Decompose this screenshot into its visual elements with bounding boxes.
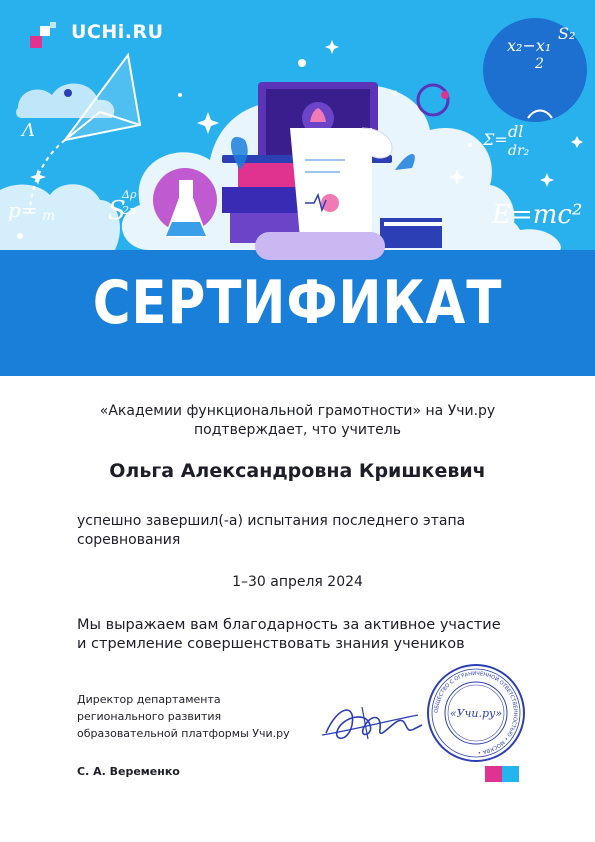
- intro-line-1: «Академии функциональной грамотности» на Учи.ру: [99, 403, 496, 419]
- intro-text: [0, 402, 595, 440]
- director-title: [77, 691, 290, 742]
- certificate-title: СЕРТИФИКАТ: [92, 268, 503, 338]
- gratitude-text: [77, 616, 537, 654]
- gratitude-line-1: Мы выражаем вам благодарность за активное участие: [77, 617, 501, 633]
- achievement-line-1: успешно завершил(-а) испытания последнего этапа: [77, 513, 466, 529]
- formula-dr2: dr₂: [508, 143, 530, 159]
- competition-period: 1–30 апреля 2024: [232, 574, 363, 590]
- signer-name: С. А. Веременко: [77, 765, 180, 778]
- achievement-text: [77, 512, 527, 550]
- formula-x2-x1: x₂−x₁: [507, 36, 552, 55]
- uchi-logo-icon[interactable]: [30, 22, 70, 52]
- certificate-header: [0, 0, 595, 376]
- intro-line-2: подтверждает, что учитель: [194, 422, 401, 438]
- stamp-center-text: «Учи.ру»: [449, 707, 503, 720]
- formula-dp: Δρ: [122, 188, 137, 201]
- formula-dl: dl: [508, 122, 524, 141]
- formula-sigma: Σ=: [483, 130, 508, 149]
- formula-e-mc2: E=mc²: [492, 200, 583, 230]
- handwritten-signature: [318, 695, 428, 755]
- formula-two: 2: [535, 56, 544, 72]
- formula-p-eq: p=: [8, 198, 38, 222]
- brand-mark-icon: [485, 766, 519, 782]
- formula-integral: S: [108, 196, 126, 226]
- director-line-1: Директор департамента: [77, 693, 221, 706]
- stamp-ring-text: ОБЩЕСТВО С ОГРАНИЧЕННОЙ ОТВЕТСТВЕННОСТЬЮ • МОСКВА •: [433, 670, 519, 755]
- achievement-line-2: соревнования: [77, 532, 181, 548]
- formula-m: m: [42, 208, 56, 224]
- formula-lambda: Λ: [22, 120, 35, 141]
- uchi-logo-text[interactable]: UCHi.RU: [71, 21, 164, 43]
- formula-s2: S₂: [558, 24, 576, 43]
- director-line-3: образовательной платформы Учи.ру: [77, 727, 290, 740]
- gratitude-line-2: и стремление совершенствовать знания учеников: [77, 636, 465, 652]
- recipient-name: Ольга Александровна Кришкевич: [109, 460, 486, 482]
- formula-2pi: 2π: [122, 204, 137, 217]
- director-line-2: регионального развития: [77, 710, 222, 723]
- official-stamp: [425, 662, 527, 764]
